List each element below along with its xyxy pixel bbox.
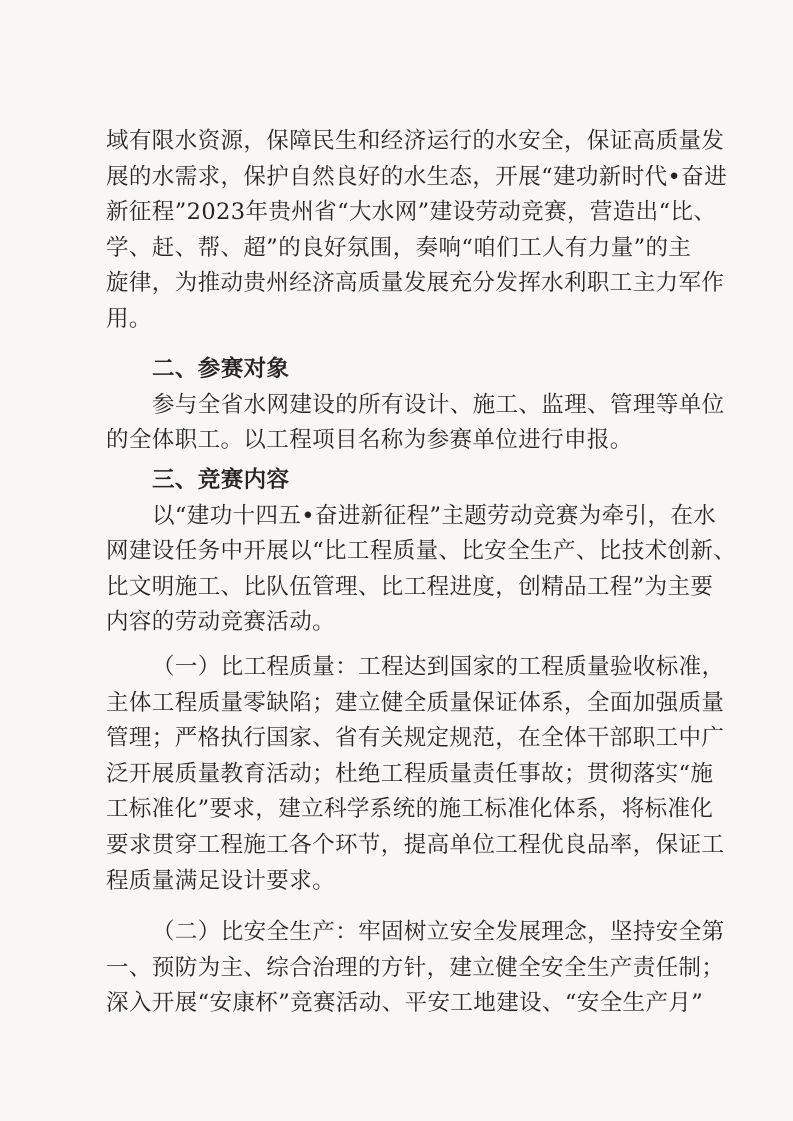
- item-quality: [106, 650, 725, 899]
- text-line: 以“建功十四五•奋进新征程”主题劳动竞赛为牵引，在水: [152, 502, 717, 529]
- section-heading: 三、竞赛内容: [152, 467, 290, 493]
- text-line: 深入开展“安康杯”竞赛活动、平安工地建设、“安全生产月”: [106, 990, 704, 1017]
- text-line: 旋律，为推动贵州经济高质量发展充分发挥水利职工主力军作: [106, 270, 725, 297]
- text-line: 工标准化”要求，建立科学系统的施工标准化体系，将标准化: [106, 796, 714, 823]
- text-line: 管理；严格执行国家、省有关规定规范，在全体干部职工中广: [106, 725, 725, 752]
- text-line: 内容的劳动竞赛活动。: [106, 609, 336, 636]
- text-line: 比文明施工、比队伍管理、比工程进度，创精品工程”为主要: [106, 573, 714, 600]
- text-line: 域有限水资源，保障民生和经济运行的水安全，保证高质量发: [106, 128, 725, 154]
- text-line: 新征程”2023年贵州省“大水网”建设劳动竞赛，营造出“比、: [106, 199, 717, 226]
- text-line: （二）比安全生产：牢固树立安全发展理念，坚持安全第: [152, 919, 725, 945]
- text-line: 用。: [106, 305, 152, 332]
- text-line: 一、预防为主、综合治理的方针，建立健全安全生产责任制；: [106, 954, 725, 981]
- text-line: 泛开展质量教育活动；杜绝工程质量责任事故；贯彻落实“施: [106, 760, 714, 787]
- item-safety: [106, 915, 725, 1022]
- text-line: 要求贯穿工程施工各个环节，提高单位工程优良品率，保证工: [106, 831, 725, 858]
- text-line: （一）比工程质量：工程达到国家的工程质量验收标准，: [152, 654, 725, 680]
- paragraph-goal: [106, 124, 727, 338]
- text-line: 网建设任务中开展以“比工程质量、比安全生产、比技术创新、: [106, 538, 737, 565]
- text-line: 主体工程质量零缺陷；建立健全质量保证体系，全面加强质量: [106, 689, 725, 716]
- section-heading: 二、参赛对象: [152, 356, 290, 382]
- text-line: 程质量满足设计要求。: [106, 867, 336, 894]
- section-content: [106, 463, 737, 641]
- section-participants: [106, 352, 725, 459]
- text-line: 展的水需求，保护自然良好的水生态，开展“建功新时代•奋进: [106, 163, 727, 190]
- text-line: 参与全省水网建设的所有设计、施工、监理、管理等单位: [152, 391, 725, 418]
- text-line: 的全体职工。以工程项目名称为参赛单位进行申报。: [106, 427, 633, 454]
- text-line: 学、赶、帮、超”的良好氛围，奏响“咱们工人有力量”的主: [106, 234, 692, 261]
